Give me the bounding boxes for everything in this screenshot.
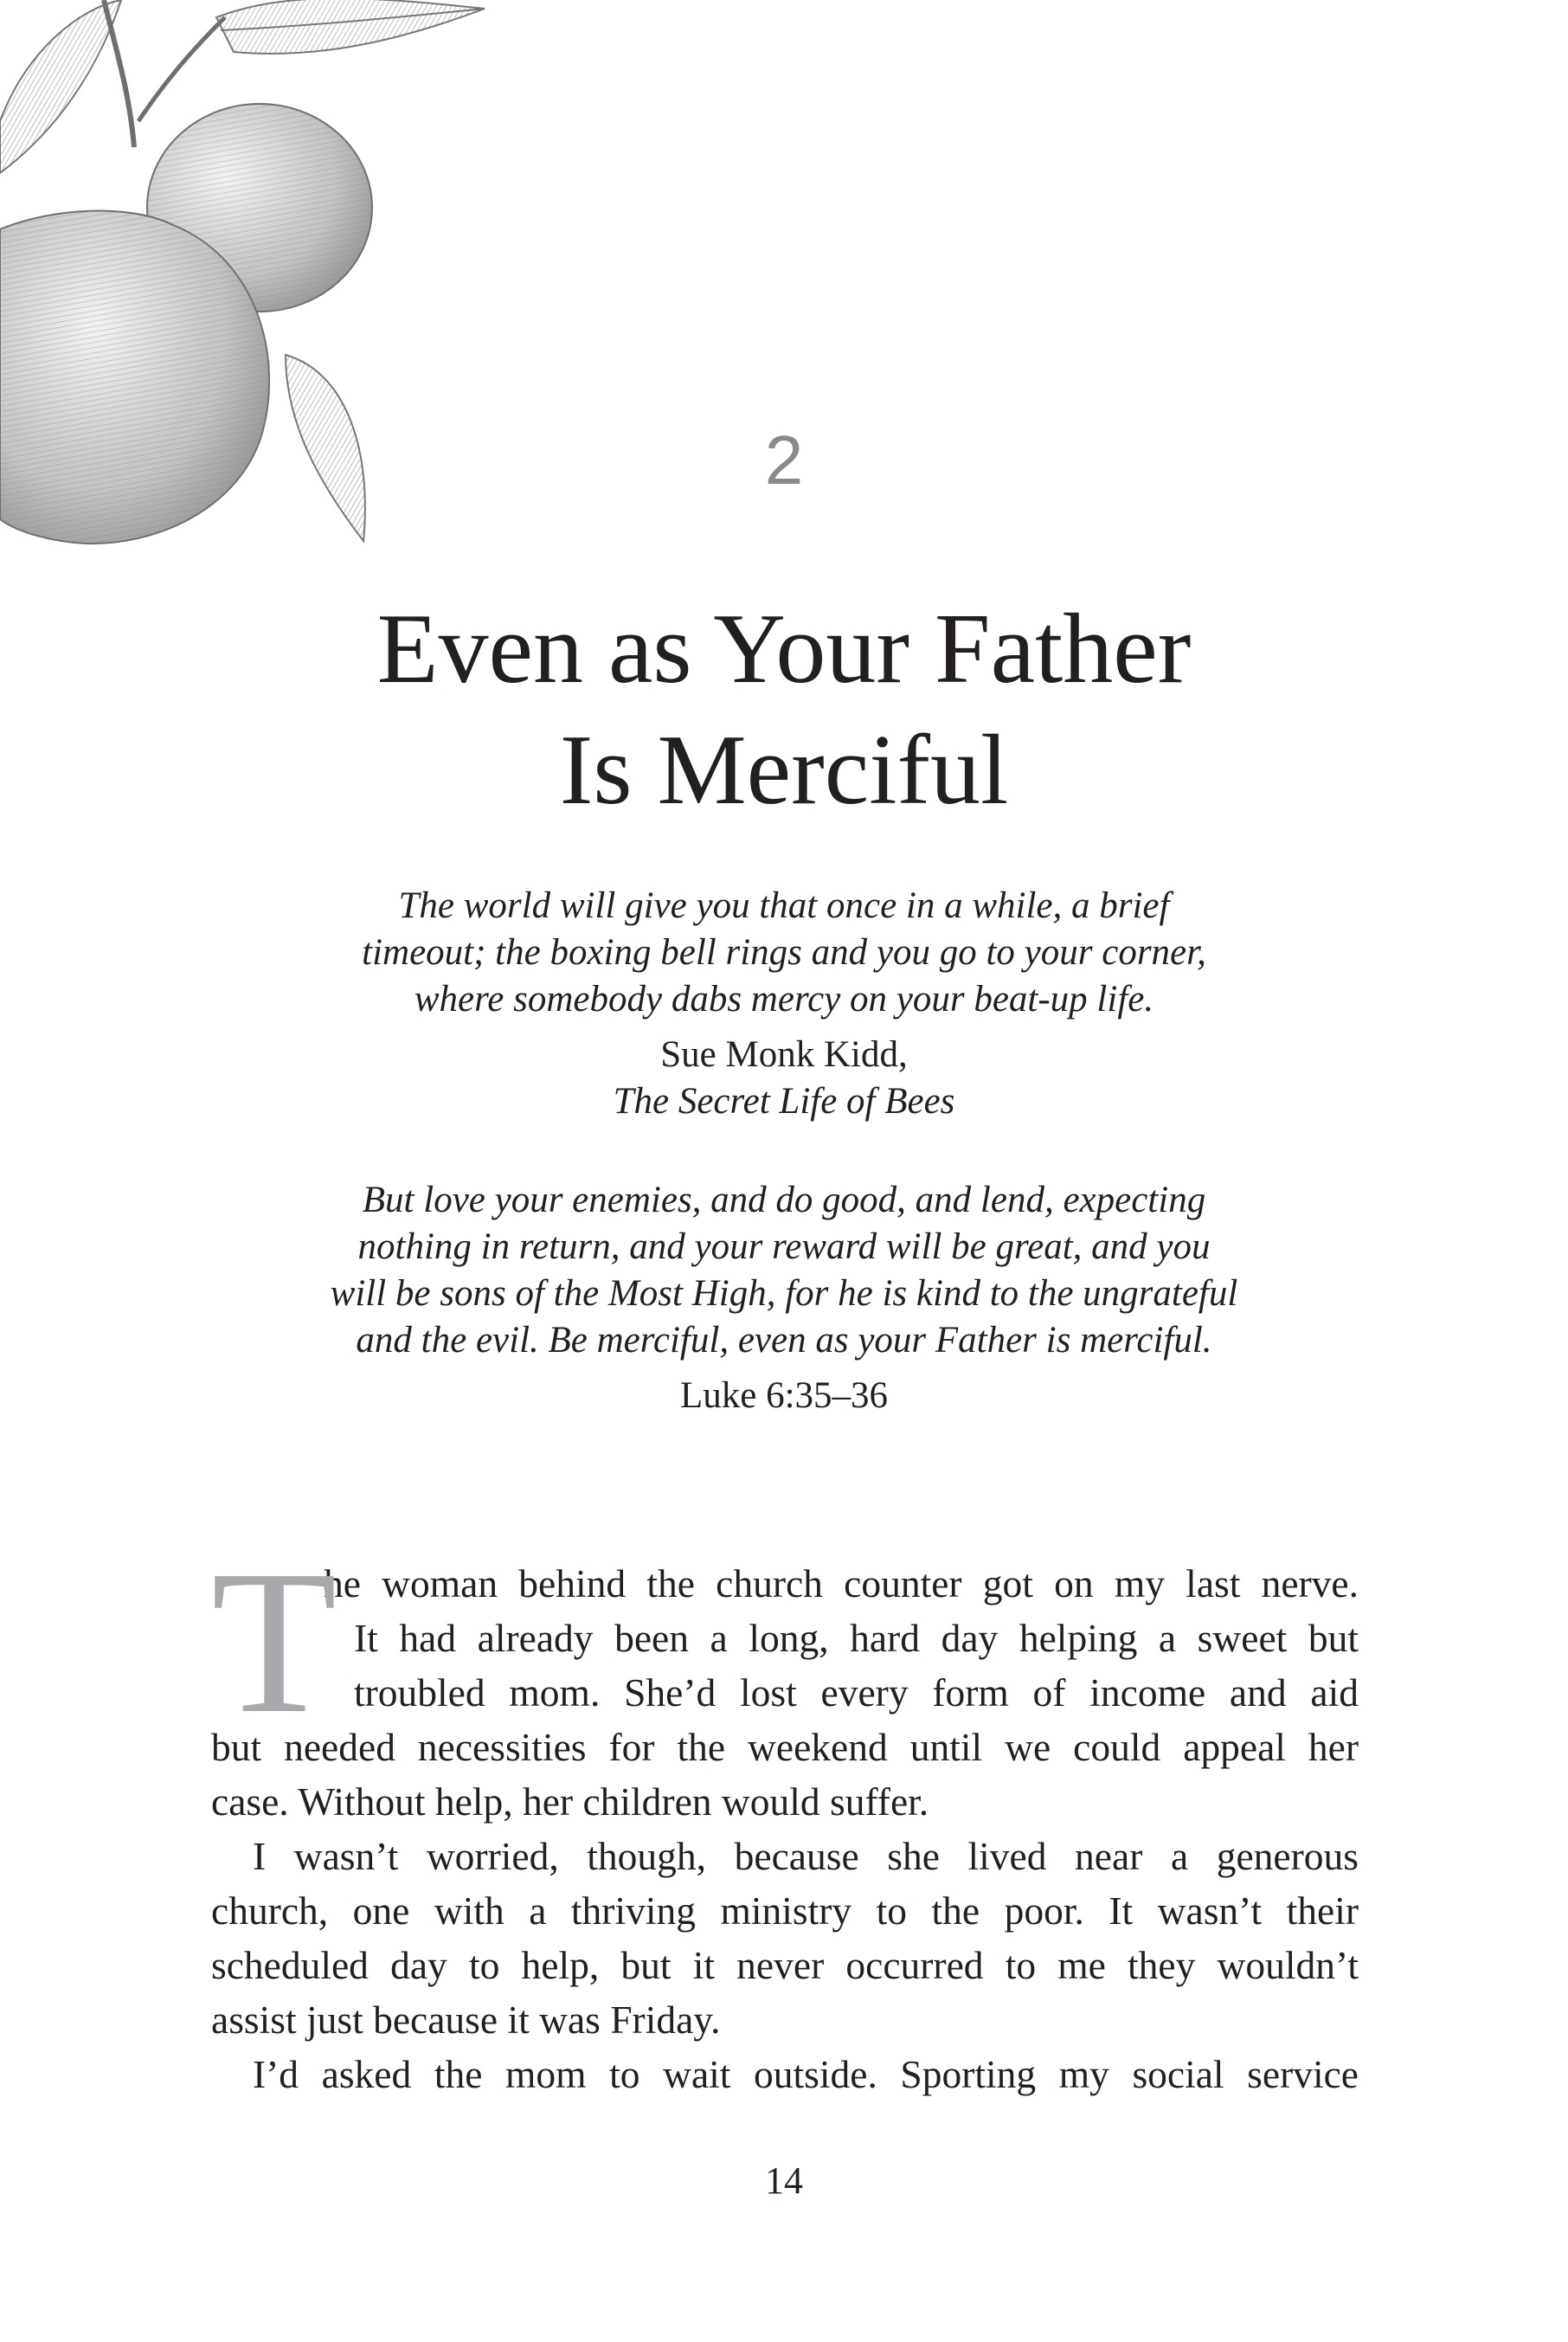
epigraph-line: The world will give you that once in a while, a brief — [398, 885, 1170, 926]
epigraph-line: where somebody dabs mercy on your beat-up life. — [414, 979, 1154, 1020]
text-line: assist just because it was Friday. — [211, 1998, 721, 2042]
epigraph-scripture — [0, 1177, 1568, 1419]
epigraph-reference: Luke 6:35–36 — [679, 1375, 889, 1416]
epigraph-line: timeout; the boxing bell rings and you go to your corner, — [362, 932, 1206, 973]
paragraph-2 — [211, 1829, 1359, 2047]
epigraph-line: But love your enemies, and do good, and lend, expecting — [362, 1180, 1206, 1220]
text-line: case. Without help, her children would suffer. — [211, 1779, 929, 1824]
chapter-title-line-1: Even as Your Father — [376, 594, 1192, 705]
text-line: It had already been a long, hard day helping a sweet but — [354, 1616, 1359, 1660]
text-line: scheduled day to help, but it never occurred to me they wouldn’t — [211, 1943, 1359, 1987]
epigraph-work-title: The Secret Life of Bees — [613, 1081, 955, 1122]
epigraph-line: will be sons of the Most High, for he is kind to the ungrateful — [330, 1273, 1238, 1314]
epigraph-line: and the evil. Be merciful, even as your Father is merciful. — [356, 1320, 1212, 1361]
text-line: troubled mom. She’d lost every form of income and aid — [354, 1670, 1359, 1715]
chapter-number: 2 — [764, 421, 804, 499]
epigraph-line: nothing in return, and your reward will be great, and you — [357, 1226, 1211, 1267]
text-line: I’d asked the mom to wait outside. Sporting my social service — [253, 2052, 1359, 2096]
drop-cap: T — [211, 1528, 337, 1756]
chapter-title-line-2: Is Merciful — [559, 715, 1009, 826]
text-line: he woman behind the church counter got on my last nerve. — [324, 1561, 1359, 1605]
epigraph-kidd — [0, 883, 1568, 1125]
chapter-title — [0, 589, 1568, 831]
paragraph-3 — [211, 2047, 1359, 2101]
text-line: I wasn’t worried, though, because she lived near a generous — [253, 1834, 1359, 1878]
page-number: 14 — [765, 2159, 803, 2202]
epigraph-author: Sue Monk Kidd, — [660, 1034, 908, 1075]
paragraph-1 — [211, 1528, 1359, 1829]
text-line: but needed necessities for the weekend until we could appeal her — [211, 1725, 1359, 1769]
text-line: church, one with a thriving ministry to the poor. It wasn’t their — [211, 1888, 1359, 1933]
body-text — [211, 1528, 1359, 2101]
